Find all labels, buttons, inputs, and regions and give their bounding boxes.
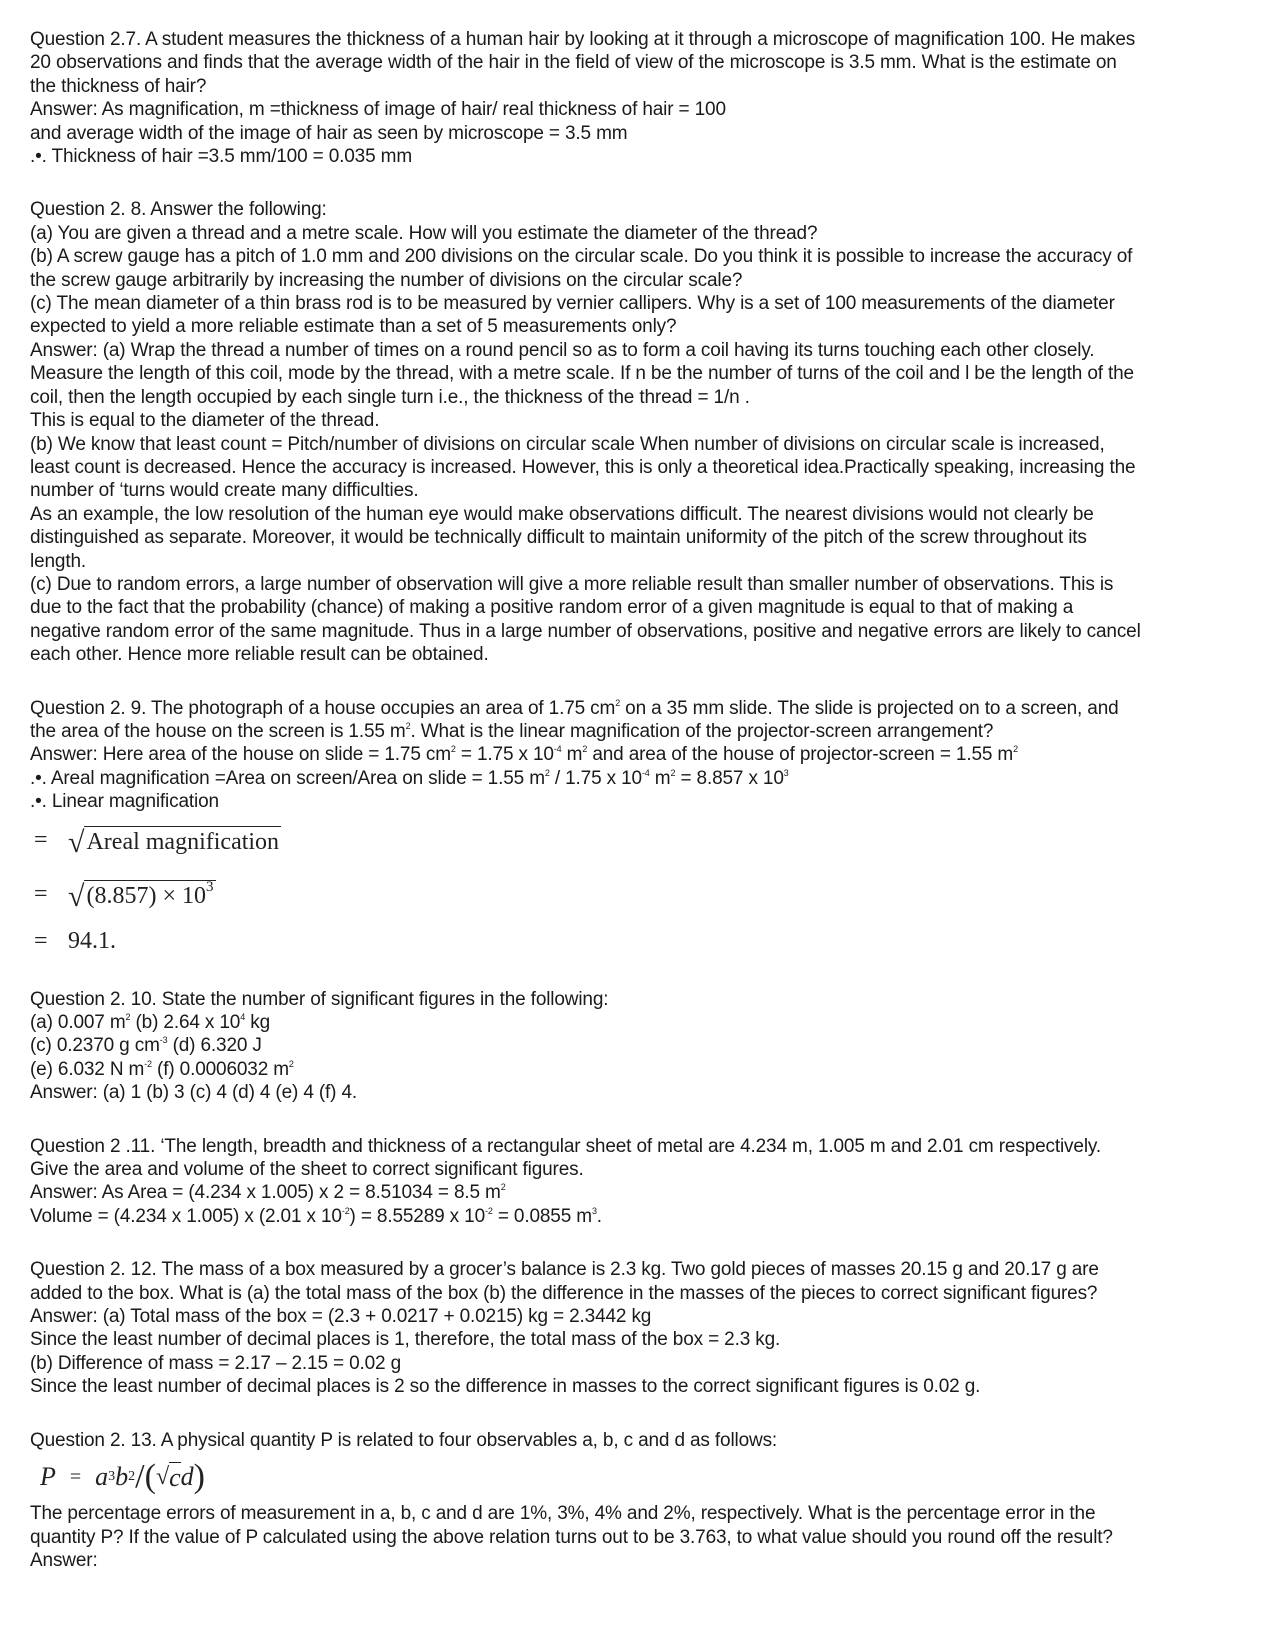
question-2-7 (30, 28, 1270, 168)
q29-answer-line (30, 743, 1270, 766)
q29-line (30, 720, 1270, 743)
radical-sign-icon: √ (68, 879, 85, 913)
text: ) = 8.55289 x 10 (349, 1205, 485, 1227)
math-row (30, 814, 1270, 868)
math-row (30, 922, 1270, 962)
formula-equals: = (69, 1465, 82, 1488)
superscript: 3 (591, 1205, 597, 1216)
superscript: 2 (125, 1012, 131, 1022)
q210-line (30, 1011, 1270, 1034)
text: = 8.857 x 10 (675, 767, 784, 789)
superscript: -4 (641, 767, 650, 778)
superscript: 2 (615, 697, 621, 708)
q28-answer-line: number of ‘turns would create many difficulties. (30, 480, 419, 502)
spacer (30, 962, 1270, 988)
q213-line: quantity P? If the value of P calculated using the above relation turns out to be 3.763, to what value should you round off the result? (30, 1526, 1113, 1548)
superscript: -2 (485, 1205, 493, 1216)
q28-line: (a) You are given a thread and a metre scale. How will you estimate the diameter of the thread? (30, 222, 818, 244)
superscript: -2 (341, 1205, 350, 1216)
question-2-8 (30, 198, 1270, 666)
question-2-10 (30, 988, 1270, 1105)
text: (f) 0.0006032 m (151, 1058, 289, 1080)
text: on a 35 mm slide. The slide is projected on to a screen, and (620, 697, 1119, 719)
q212-answer-line: (b) Difference of mass = 2.17 – 2.15 = 0.02 g (30, 1352, 402, 1374)
formula-close-paren: ) (193, 1458, 205, 1496)
equals-sign: = (34, 827, 48, 854)
superscript: 2 (582, 744, 588, 755)
q28-answer-line: negative random error of the same magnitude. Thus in a large number of observations, positive and negative errors are likely to cancel (30, 620, 1141, 642)
q212-answer-line: Since the least number of decimal places is 1, therefore, the total mass of the box = 2.3 kg. (30, 1329, 781, 1351)
text: m (561, 744, 583, 766)
radical-sign-icon: √ (155, 1463, 170, 1490)
q213-line: The percentage errors of measurement in a, b, c and d are 1%, 3%, 4% and 2%, respectively. What is the percentage error in the (30, 1503, 1096, 1525)
q27-answer-line: Answer: As magnification, m =thickness of image of hair/ real thickness of hair = 100 (30, 99, 726, 121)
superscript: 4 (240, 1012, 246, 1022)
text: . What is the linear magnification of the projector-screen arrangement? (410, 720, 994, 742)
q210-answer: Answer: (a) 1 (b) 3 (c) 4 (d) 4 (e) 4 (f) 4. (30, 1082, 358, 1104)
q213-title: Question 2. 13. A physical quantity P is related to four observables a, b, c and d as follows: (30, 1429, 778, 1451)
question-2-11 (30, 1135, 1270, 1229)
formula-b: b (115, 1462, 129, 1492)
q28-answer-line: length. (30, 550, 86, 572)
formula-open-paren: ( (144, 1458, 156, 1496)
text: Volume = (4.234 x 1.005) x (2.01 x 10 (30, 1205, 342, 1227)
radicand: Areal magnification (84, 826, 281, 856)
q27-line: the thickness of hair? (30, 75, 207, 97)
q27-answer-line: and average width of the image of hair as seen by microscope = 3.5 mm (30, 122, 628, 144)
text: = 0.0855 m (492, 1205, 592, 1227)
superscript: 2 (288, 1058, 294, 1069)
q28-answer-line: due to the fact that the probability (chance) of making a positive random error of a given magnitude is equal to that of making a (30, 597, 1074, 619)
q212-answer-line: Since the least number of decimal places is 2 so the difference in masses to the correct significant figures is 0.02 g. (30, 1376, 981, 1398)
q27-line: 20 observations and finds that the average width of the hair in the field of view of the microscope is 3.5 mm. What is the estimate on (30, 52, 1117, 74)
q212-line: Question 2. 12. The mass of a box measured by a grocer’s balance is 2.3 kg. Two gold pieces of masses 20.15 g and 20.17 g are (30, 1259, 1099, 1281)
result-value: 94.1. (68, 928, 116, 955)
q27-line: Question 2.7. A student measures the thickness of a human hair by looking at it through a microscope of magnification 100. He makes (30, 29, 1136, 50)
text: m (649, 767, 671, 789)
text: (b) 2.64 x 10 (130, 1012, 241, 1033)
q28-answer-line: (b) We know that least count = Pitch/number of divisions on circular scale When number of divisions on circular scale is increased, (30, 433, 1105, 455)
q210-line (30, 1034, 1270, 1057)
text: (c) 0.2370 g cm (30, 1035, 160, 1057)
spacer (30, 1399, 1270, 1429)
q28-answer-line: Answer: (a) Wrap the thread a number of times on a round pencil so as to form a coil having its turns touching each other closely. (30, 339, 1095, 361)
question-2-9 (30, 697, 1270, 962)
text: and area of the house of projector-screen = 1.55 m (587, 744, 1014, 766)
q212-line: added to the box. What is (a) the total mass of the box (b) the difference in the masses of the pieces to correct significant figures? (30, 1282, 1098, 1304)
equals-sign: = (34, 881, 48, 908)
q211-line: Question 2 .11. ‘The length, breadth and thickness of a rectangular sheet of metal are 4.234 m, 1.005 m and 2.01 cm respectively. (30, 1135, 1101, 1157)
superscript: 2 (450, 744, 456, 755)
formula-c: c (169, 1462, 181, 1492)
exponent: 3 (206, 878, 214, 895)
superscript: 2 (544, 767, 550, 778)
spacer (30, 1228, 1270, 1258)
formula-d: d (180, 1462, 194, 1492)
equals-sign: = (34, 928, 48, 955)
superscript: -4 (553, 744, 562, 755)
q28-answer-line: Measure the length of this coil, mode by the thread, with a metre scale. If n be the number of turns of the coil and l be the length of the (30, 363, 1134, 385)
q28-line: expected to yield a more reliable estimate than a set of 5 measurements only? (30, 316, 677, 338)
formula-slash: / (135, 1458, 145, 1496)
q28-answer-line: each other. Hence more reliable result can be obtained. (30, 644, 489, 666)
formula-a: a (95, 1462, 109, 1492)
superscript: 3 (783, 767, 789, 778)
superscript: 2 (670, 767, 676, 778)
text: Answer: As Area = (4.234 x 1.005) x 2 = 8.51034 = 8.5 m (30, 1182, 501, 1204)
spacer (30, 168, 1270, 198)
question-2-13 (30, 1429, 1270, 1573)
q211-answer-line (30, 1205, 1270, 1228)
q29-line (30, 697, 1270, 720)
superscript: 2 (500, 1182, 506, 1193)
superscript: -2 (144, 1058, 152, 1069)
q28-line: Question 2. 8. Answer the following: (30, 199, 327, 221)
q28-line: (b) A screw gauge has a pitch of 1.0 mm and 200 divisions on the circular scale. Do you think it is possible to increase the accuracy of (30, 246, 1133, 268)
q210-title: Question 2. 10. State the number of significant figures in the following: (30, 988, 609, 1010)
q212-answer-line: Answer: (a) Total mass of the box = (2.3 + 0.0217 + 0.0215) kg = 2.3442 kg (30, 1306, 652, 1328)
radicand-text: (8.857) × 10 (86, 882, 206, 909)
text: = 1.75 x 10 (455, 744, 554, 766)
linear-magnification-derivation (30, 814, 1270, 962)
square-root (68, 825, 281, 859)
p-formula: P = a 3 b 2 / ( √ c d ) (40, 1458, 205, 1496)
superscript: 2 (1013, 744, 1018, 755)
text: the area of the house on the screen is 1.55 m (30, 720, 406, 742)
math-row (30, 868, 1270, 922)
spacer (30, 1105, 1270, 1135)
q27-answer-line: .•. Thickness of hair =3.5 mm/100 = 0.035 mm (30, 146, 412, 168)
text: Answer: Here area of the house on slide = 1.75 cm (30, 744, 451, 766)
q28-answer-line: coil, then the length occupied by each single turn i.e., the thickness of the thread = 1/n . (30, 386, 750, 408)
square-root (68, 878, 216, 913)
formula-lhs: P (40, 1462, 56, 1492)
document-page (30, 28, 1270, 1572)
q213-answer-label: Answer: (30, 1549, 98, 1571)
text: / 1.75 x 10 (549, 767, 642, 789)
text: (e) 6.032 N m (30, 1058, 145, 1080)
question-2-12 (30, 1258, 1270, 1398)
q28-answer-line: This is equal to the diameter of the thread. (30, 410, 380, 432)
q211-answer-line (30, 1181, 1270, 1204)
q28-line: the screw gauge arbitrarily by increasing the number of divisions on the circular scale? (30, 269, 743, 291)
q210-line (30, 1058, 1270, 1081)
text: .•. Areal magnification =Area on screen/Area on slide = 1.55 m (30, 767, 545, 789)
text: (d) 6.320 J (167, 1035, 262, 1057)
text: Question 2. 9. The photograph of a house occupies an area of 1.75 cm (30, 697, 616, 719)
spacer (30, 667, 1270, 697)
q28-line: (c) The mean diameter of a thin brass rod is to be measured by vernier callipers. Why is a set of 100 measurements of the diameter (30, 293, 1115, 315)
q28-answer-line: As an example, the low resolution of the human eye would make observations difficult. The nearest divisions would not clearly be (30, 503, 1094, 525)
q211-line: Give the area and volume of the sheet to correct significant figures. (30, 1159, 584, 1181)
q28-answer-line: (c) Due to random errors, a large number of observation will give a more reliable result than smaller number of observations. This is (30, 573, 1114, 595)
radicand (84, 880, 215, 910)
text: . (596, 1205, 602, 1227)
q29-answer-line: .•. Linear magnification (30, 791, 219, 813)
superscript: 2 (405, 720, 411, 731)
text: kg (245, 1012, 270, 1033)
superscript: -3 (159, 1035, 168, 1046)
q28-answer-line: distinguished as separate. Moreover, it would be technically difficult to maintain uniformity of the pitch of the screw throughout its (30, 527, 1087, 549)
text: (a) 0.007 m (30, 1012, 126, 1033)
q28-answer-line: least count is decreased. Hence the accuracy is increased. However, this is only a theoretical idea.Practically speaking, increasing the (30, 456, 1136, 478)
q29-answer-line (30, 767, 1270, 790)
radical-sign-icon: √ (68, 825, 85, 859)
